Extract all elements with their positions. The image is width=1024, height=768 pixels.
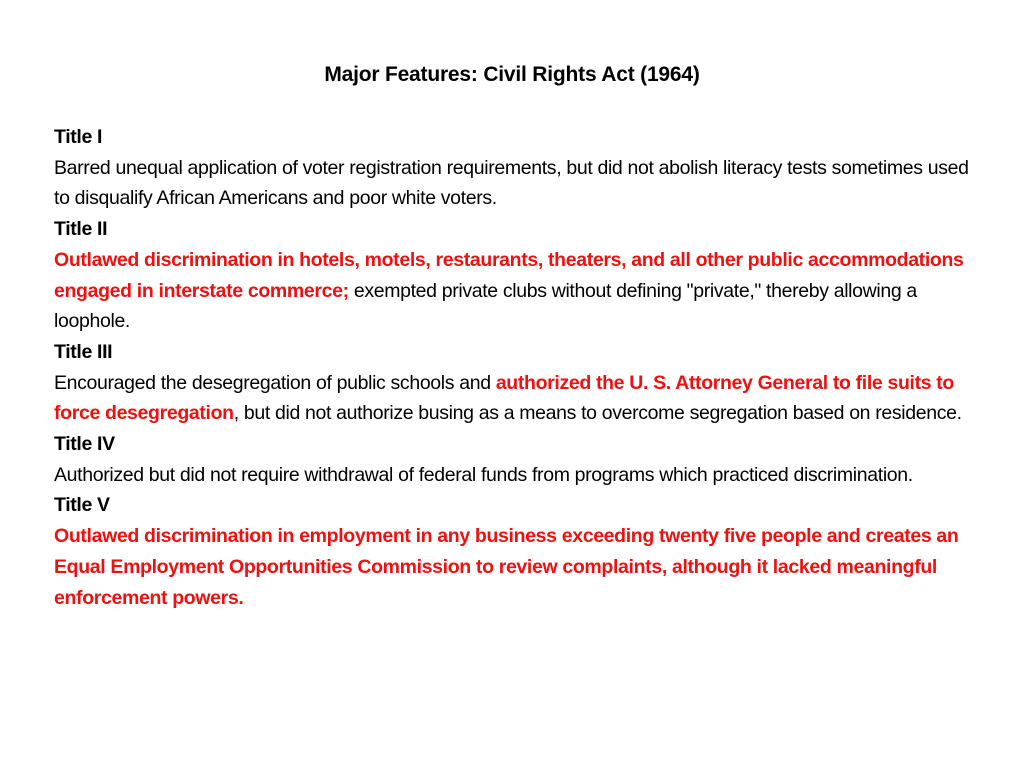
body-text: Encouraged the desegregation of public schools and (54, 371, 496, 394)
body-text: exempted private clubs without defining "private," thereby allowing a loophole. (54, 279, 917, 333)
emphasized-text: Outlawed discrimination in hotels, motels, restaurants, theaters, and all other public accommodations engaged in interstate commerce; (54, 248, 964, 302)
body-text: Barred unequal application of voter registration requirements, but did not abolish literacy tests sometimes used to disqualify African Americans and poor white voters. (54, 156, 969, 210)
body-text: , but did not authorize busing as a means to overcome segregation based on residence. (233, 402, 962, 425)
slide-title: Major Features: Civil Rights Act (1964) (324, 63, 700, 86)
section-body (54, 368, 974, 429)
section-body (54, 460, 974, 491)
section-heading: Title I (54, 126, 103, 148)
slide-content (54, 122, 974, 613)
section-heading: Title III (54, 340, 113, 363)
section-title-3 (54, 337, 974, 429)
section-title-1 (54, 122, 974, 214)
section-body (54, 245, 974, 337)
body-text: Authorized but did not require withdrawal of federal funds from programs which practiced discrimination. (54, 463, 913, 486)
section-heading: Title IV (54, 433, 115, 456)
emphasized-text: authorized the U. S. Attorney General to file suits to force desegregation (54, 371, 954, 425)
section-title-4 (54, 429, 974, 490)
section-heading: Title V (54, 494, 110, 517)
section-title-5 (54, 490, 974, 613)
section-body (54, 521, 974, 613)
emphasized-text: Outlawed discrimination in employment in any business exceeding twenty five people and creates an Equal Employment Opportunities Commission to review complaints, although it lacked meaningful enforcement powers. (54, 525, 959, 609)
section-heading: Title II (54, 218, 108, 241)
section-title-2 (54, 214, 974, 337)
section-body (54, 153, 974, 214)
